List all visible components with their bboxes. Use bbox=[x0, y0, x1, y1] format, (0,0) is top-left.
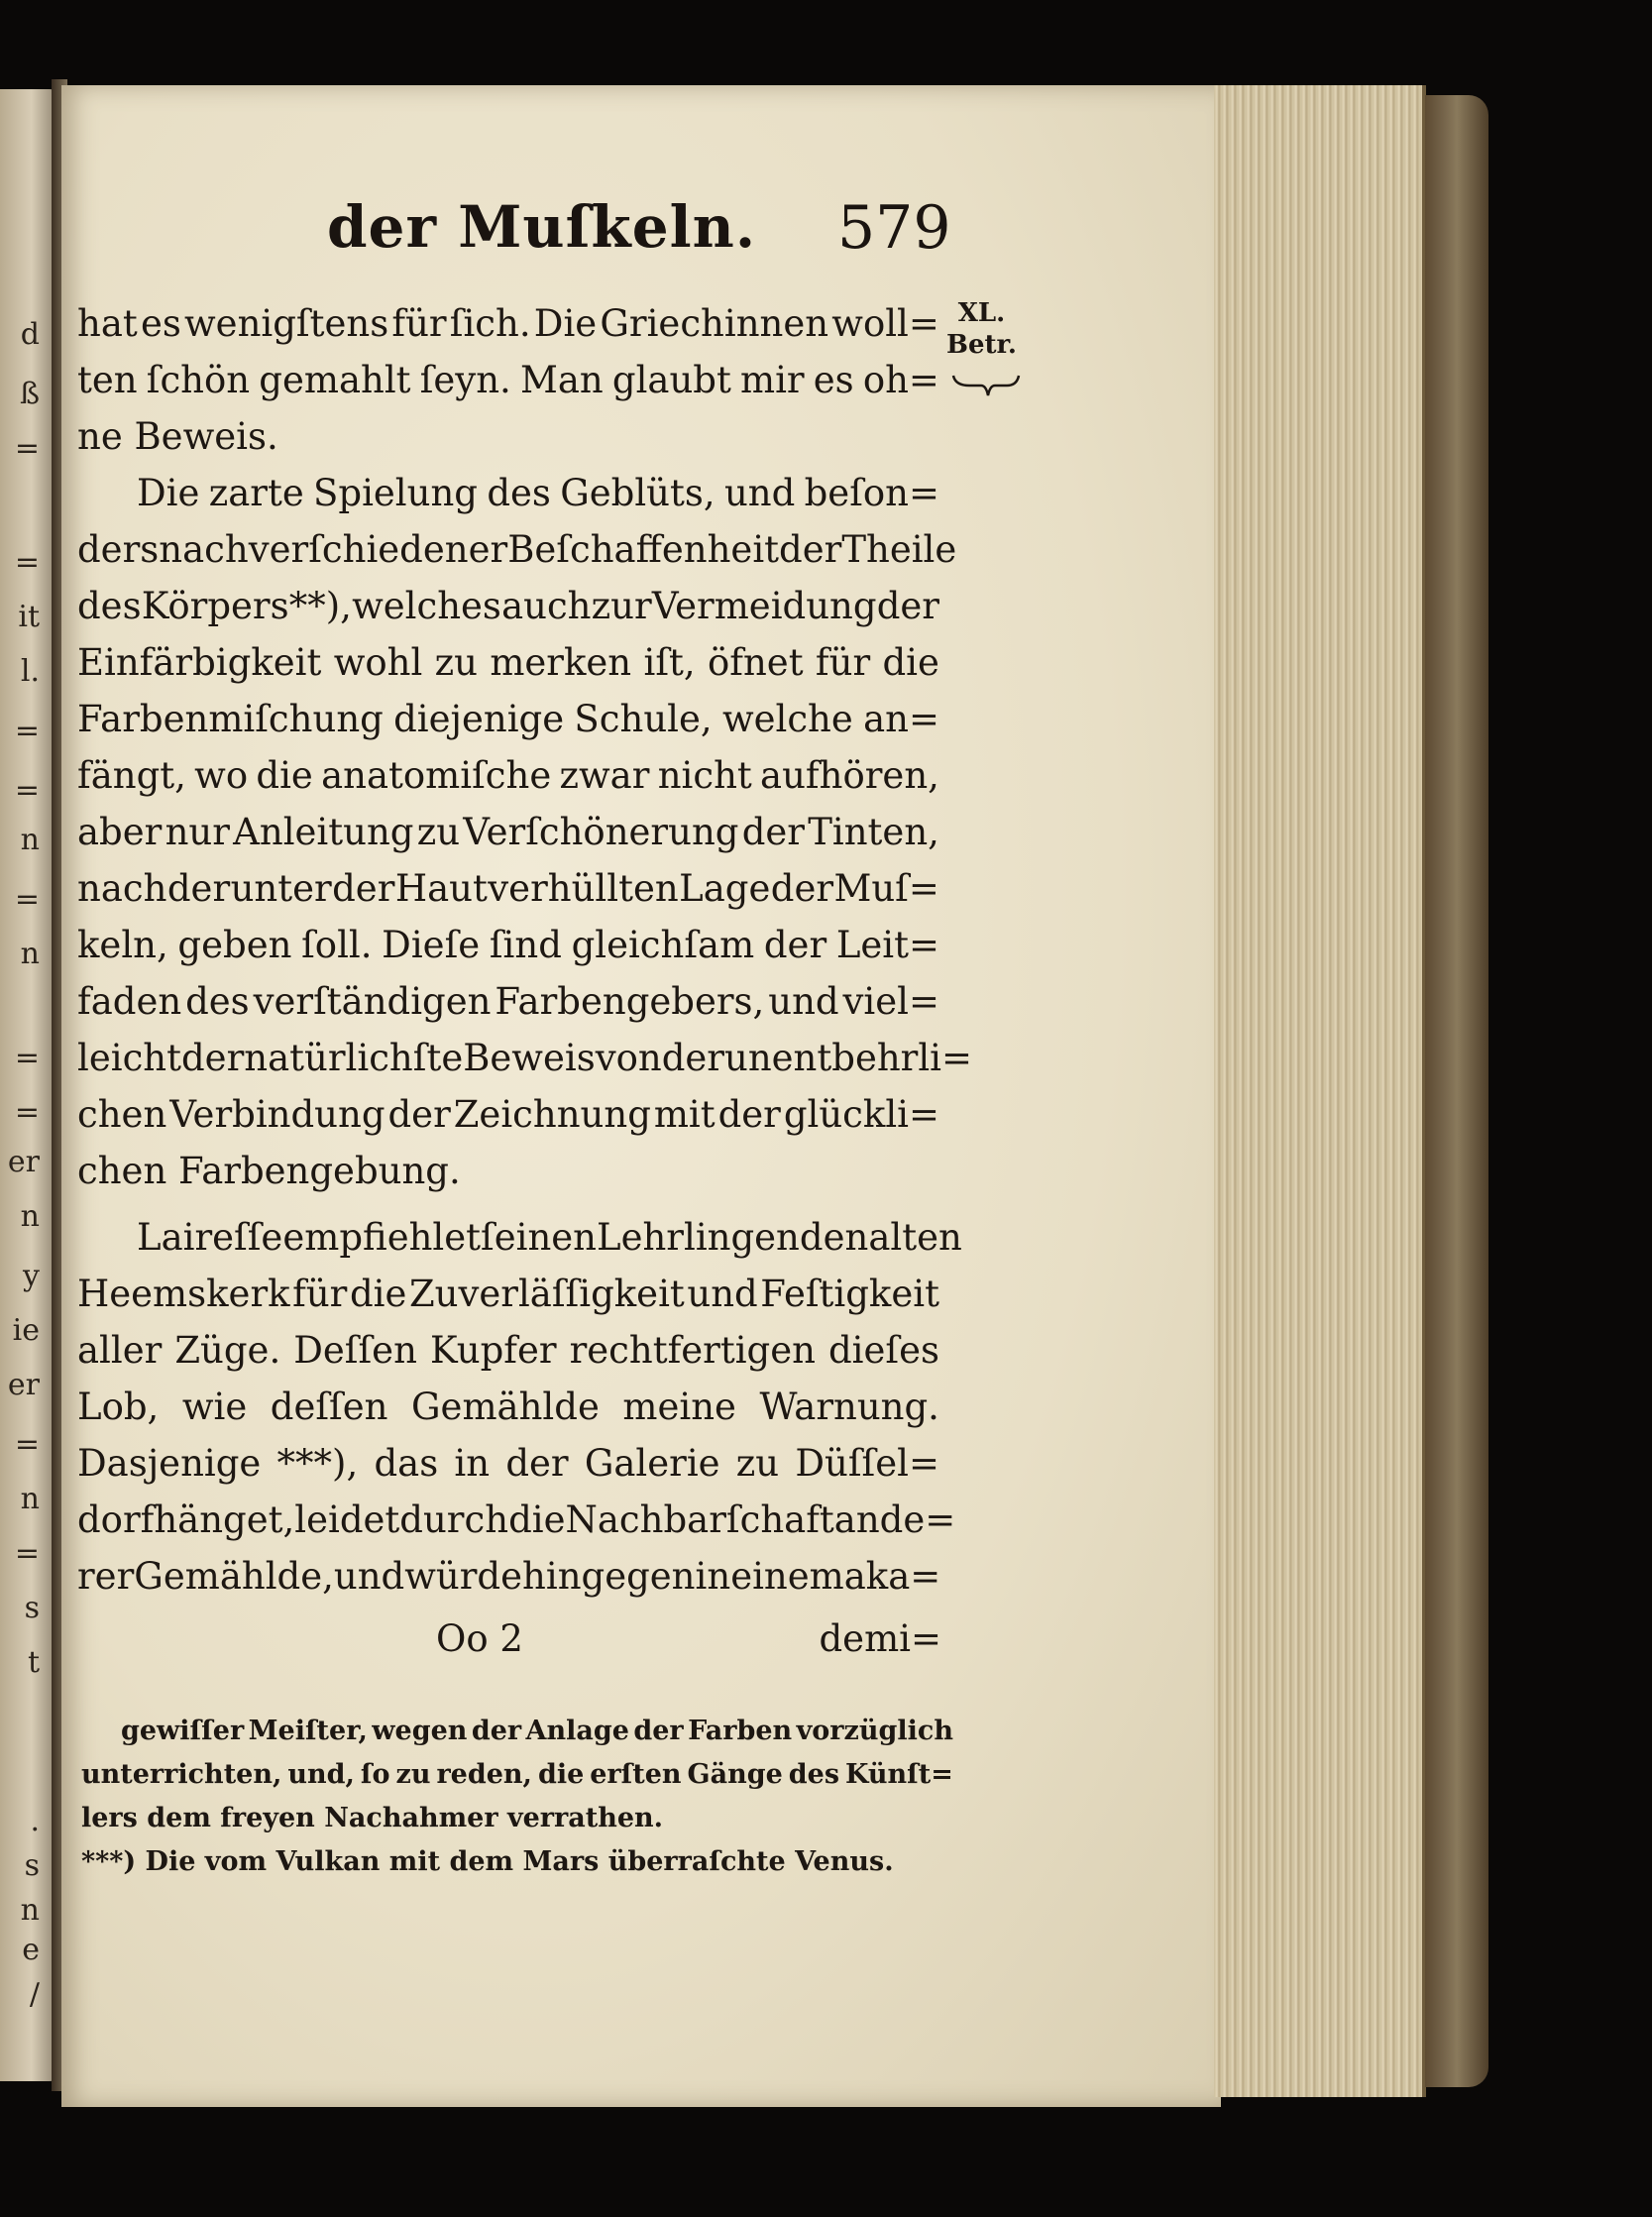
word: Düſſel= bbox=[795, 1442, 939, 1485]
word: Nachbarſchaft bbox=[565, 1498, 834, 1541]
word: faden bbox=[77, 980, 182, 1023]
word: Gemählde, bbox=[134, 1555, 334, 1598]
left-page-fragment: = bbox=[14, 545, 40, 580]
word: Meiſter, bbox=[248, 1716, 368, 1746]
left-page-fragment: n bbox=[20, 1199, 40, 1234]
word: ſich. bbox=[449, 302, 531, 345]
word: ſind bbox=[489, 924, 562, 966]
word: ders bbox=[77, 528, 160, 571]
text-line bbox=[77, 1086, 939, 1143]
word: der bbox=[387, 1093, 451, 1136]
text-line bbox=[77, 804, 939, 860]
word: nach bbox=[77, 867, 167, 910]
word: welches bbox=[352, 585, 501, 627]
word: ſeinen bbox=[481, 1216, 597, 1259]
word: einem bbox=[730, 1555, 844, 1598]
word: gleichſam bbox=[571, 924, 755, 966]
word: Farbenmiſchung bbox=[77, 698, 384, 740]
text-line bbox=[77, 1548, 939, 1605]
word: vorzüglich bbox=[796, 1716, 953, 1746]
word: des bbox=[77, 585, 142, 627]
left-page-fragment: y bbox=[23, 1259, 40, 1293]
word: zu bbox=[416, 811, 461, 853]
word: Galerie bbox=[584, 1442, 720, 1485]
word: aller bbox=[77, 1329, 163, 1372]
word: zur bbox=[591, 585, 652, 627]
word: der bbox=[779, 528, 842, 571]
running-head: der Muſkeln. bbox=[327, 193, 757, 261]
word: Zuverläſſigkeit bbox=[408, 1273, 685, 1315]
paragraph-gap bbox=[77, 1199, 939, 1209]
word: woll= bbox=[831, 302, 939, 345]
left-page-fragment: / bbox=[29, 1977, 40, 2012]
main-text bbox=[77, 295, 973, 1605]
word: rer bbox=[77, 1555, 135, 1598]
left-page-fragment: e bbox=[22, 1933, 40, 1967]
left-page-fragment: = bbox=[14, 714, 40, 748]
word: Haut bbox=[394, 867, 488, 910]
left-page-fragment: . bbox=[30, 1804, 40, 1838]
word: Lob, bbox=[77, 1386, 160, 1428]
word: chen bbox=[77, 1093, 167, 1136]
word: Man bbox=[519, 359, 604, 401]
word: der bbox=[505, 1442, 569, 1485]
word: **), bbox=[288, 585, 352, 627]
word: in bbox=[695, 1555, 731, 1598]
text-line: chen Farbengebung. bbox=[77, 1150, 461, 1192]
word: nach bbox=[159, 528, 249, 571]
word: die bbox=[882, 641, 939, 684]
word: Beſchaffenheit bbox=[507, 528, 780, 571]
word: der bbox=[717, 1093, 781, 1136]
word: Lehrlingen bbox=[597, 1216, 800, 1259]
word: leicht bbox=[77, 1037, 181, 1079]
word: erſten bbox=[590, 1759, 682, 1790]
word: der bbox=[166, 867, 231, 910]
word: verhüllten bbox=[488, 867, 679, 910]
word: Farbengebers, bbox=[495, 980, 765, 1023]
word: auch bbox=[501, 585, 592, 627]
word: der bbox=[763, 924, 827, 966]
word: Dasjenige bbox=[77, 1442, 262, 1485]
word: der bbox=[471, 1716, 522, 1746]
text-line bbox=[77, 1492, 956, 1548]
left-page-fragment: er bbox=[7, 1368, 40, 1402]
word: für bbox=[391, 302, 447, 345]
word: ***), bbox=[276, 1442, 359, 1485]
word: der bbox=[876, 585, 939, 627]
word: nicht bbox=[657, 754, 752, 797]
catchline bbox=[436, 1617, 941, 1660]
word: Heemskerk bbox=[77, 1273, 290, 1315]
margin-note-section: XL. bbox=[957, 298, 1006, 328]
word: Theile bbox=[841, 528, 957, 571]
word: Gänge bbox=[687, 1759, 783, 1790]
footnote-line: ***) Die vom Vulkan mit dem Mars überraſchte Venus. bbox=[81, 1846, 894, 1877]
left-page-fragment: d bbox=[20, 317, 40, 352]
word: und bbox=[723, 472, 796, 514]
word: empfiehlet bbox=[282, 1216, 482, 1259]
margin-note-label: Betr. bbox=[946, 330, 1017, 360]
text-line bbox=[77, 1379, 939, 1435]
word: unentbehrli= bbox=[724, 1037, 973, 1079]
word: zu bbox=[395, 1759, 431, 1790]
word: es bbox=[813, 359, 854, 401]
word: für bbox=[292, 1273, 348, 1315]
word: ſoll. bbox=[301, 924, 373, 966]
word: öfnet bbox=[708, 641, 804, 684]
word: und bbox=[687, 1273, 758, 1315]
left-page-fragment: n bbox=[20, 937, 40, 971]
text-line bbox=[77, 578, 939, 634]
word: zwar bbox=[559, 754, 650, 797]
word: reden, bbox=[436, 1759, 532, 1790]
word: dieſes bbox=[828, 1329, 939, 1372]
word: aufhören, bbox=[760, 754, 939, 797]
word: der bbox=[661, 1037, 724, 1079]
text-line: ne Beweis. bbox=[77, 415, 278, 458]
word: ſeyn. bbox=[419, 359, 511, 401]
word: oh= bbox=[862, 359, 939, 401]
left-page-fragment: ß bbox=[19, 377, 40, 411]
word: keln, bbox=[77, 924, 168, 966]
word: beſon= bbox=[804, 472, 939, 514]
word: Verbindung bbox=[169, 1093, 385, 1136]
word: wohl bbox=[333, 641, 423, 684]
text-line bbox=[77, 747, 939, 804]
text-line bbox=[77, 1322, 939, 1379]
left-page-fragment: = bbox=[14, 882, 40, 917]
word: nur bbox=[165, 811, 230, 853]
word: es bbox=[140, 302, 181, 345]
text-line bbox=[77, 521, 957, 578]
footnote-line bbox=[81, 1710, 953, 1753]
word: Spielung bbox=[313, 472, 478, 514]
word: leidet bbox=[294, 1498, 400, 1541]
word: merken bbox=[490, 641, 632, 684]
word: ten bbox=[77, 359, 138, 401]
word: und, bbox=[287, 1759, 355, 1790]
word: fängt, bbox=[77, 754, 186, 797]
word: wenigſtens bbox=[184, 302, 389, 345]
word: geben bbox=[177, 924, 292, 966]
word: gemahlt bbox=[259, 359, 411, 401]
word: durch bbox=[399, 1498, 509, 1541]
footnotes bbox=[81, 1710, 953, 1884]
word: Züge. bbox=[174, 1329, 281, 1372]
word: Tinten, bbox=[808, 811, 939, 853]
text-line bbox=[77, 1435, 939, 1492]
word: des bbox=[788, 1759, 840, 1790]
word: hänget, bbox=[154, 1498, 295, 1541]
word: aber bbox=[77, 811, 163, 853]
word: Beweis bbox=[463, 1037, 596, 1079]
text-line bbox=[77, 634, 939, 691]
left-page-fragment: = bbox=[14, 1536, 40, 1571]
word: der bbox=[741, 811, 805, 853]
word: mir bbox=[740, 359, 805, 401]
word: Vermeidung bbox=[651, 585, 877, 627]
word: ſo bbox=[360, 1759, 390, 1790]
word: aka= bbox=[843, 1555, 941, 1598]
word: und bbox=[768, 980, 839, 1023]
word: die bbox=[349, 1273, 407, 1315]
word: der bbox=[770, 867, 834, 910]
margin-brace-icon bbox=[951, 372, 1021, 401]
left-page-fragment: l. bbox=[20, 654, 40, 689]
text-line bbox=[77, 465, 939, 521]
word: würde bbox=[404, 1555, 523, 1598]
word: Kupfer bbox=[429, 1329, 557, 1372]
word: gewiſſer bbox=[121, 1716, 245, 1746]
word: Schule, bbox=[574, 698, 713, 740]
word: Zeichnung bbox=[453, 1093, 651, 1136]
word: alten bbox=[868, 1216, 962, 1259]
word: dorf bbox=[77, 1498, 155, 1541]
word: viel= bbox=[842, 980, 939, 1023]
text-line bbox=[77, 860, 939, 917]
word: welche bbox=[721, 698, 853, 740]
word: glückli= bbox=[783, 1093, 939, 1136]
word: des bbox=[487, 472, 551, 514]
page-block-edges bbox=[1214, 85, 1426, 2097]
word: hingegen bbox=[522, 1555, 696, 1598]
catchword: demi= bbox=[819, 1617, 941, 1660]
word: Warnung. bbox=[759, 1386, 939, 1428]
left-page-fragment: = bbox=[14, 431, 40, 466]
word: Griechinnen bbox=[600, 302, 829, 345]
footnote-line: lers dem freyen Nachahmer verrathen. bbox=[81, 1803, 664, 1833]
word: wo bbox=[194, 754, 249, 797]
text-line bbox=[77, 1209, 962, 1266]
word: Farben bbox=[688, 1716, 793, 1746]
left-page-fragment: t bbox=[27, 1645, 40, 1680]
word: iſt, bbox=[643, 641, 696, 684]
word: anatomiſche bbox=[321, 754, 552, 797]
word: rechtfertigen bbox=[569, 1329, 816, 1372]
word: Lage bbox=[679, 867, 771, 910]
word: meine bbox=[622, 1386, 736, 1428]
margin-note bbox=[946, 297, 1017, 361]
word: glaubt bbox=[611, 359, 731, 401]
word: deſſen bbox=[270, 1386, 388, 1428]
word: wegen bbox=[372, 1716, 468, 1746]
word: Körpers bbox=[141, 585, 289, 627]
word: und bbox=[333, 1555, 405, 1598]
word: Dieſe bbox=[382, 924, 481, 966]
left-page-fragment: er bbox=[7, 1145, 40, 1179]
text-line bbox=[77, 295, 939, 352]
word: den bbox=[799, 1216, 869, 1259]
word: in bbox=[454, 1442, 491, 1485]
word: zu bbox=[735, 1442, 780, 1485]
word: das bbox=[374, 1442, 439, 1485]
word: die bbox=[537, 1759, 585, 1790]
signature-mark: Oo 2 bbox=[436, 1617, 523, 1660]
word: verſtändigen bbox=[253, 980, 492, 1023]
word: hat bbox=[77, 302, 138, 345]
left-page-fragment: n bbox=[20, 1893, 40, 1928]
word: Deſſen bbox=[293, 1329, 417, 1372]
word: mit bbox=[653, 1093, 716, 1136]
word: ſchön bbox=[146, 359, 251, 401]
word: zu bbox=[434, 641, 478, 684]
footnote-line bbox=[81, 1753, 953, 1797]
text-line bbox=[77, 973, 939, 1030]
word: die bbox=[256, 754, 313, 797]
word: die bbox=[508, 1498, 566, 1541]
left-page-fragment: n bbox=[20, 1482, 40, 1516]
word: Die bbox=[137, 472, 200, 514]
text-line bbox=[77, 1266, 939, 1322]
word: Künſt= bbox=[845, 1759, 953, 1790]
word: Leit= bbox=[835, 924, 939, 966]
word: Geblüts, bbox=[560, 472, 716, 514]
page-number: 579 bbox=[837, 193, 951, 263]
text-line bbox=[77, 1030, 973, 1086]
word: Muſ= bbox=[833, 867, 939, 910]
text-line bbox=[77, 917, 939, 973]
word: Einfärbigkeit bbox=[77, 641, 322, 684]
word: der bbox=[180, 1037, 245, 1079]
word: des bbox=[185, 980, 250, 1023]
word: an= bbox=[863, 698, 939, 740]
word: Anleitung bbox=[233, 811, 414, 853]
text-line bbox=[77, 691, 939, 747]
word: verſchiedener bbox=[248, 528, 508, 571]
word: Feſtigkeit bbox=[760, 1273, 939, 1315]
left-page-fragment: = bbox=[14, 1095, 40, 1130]
word: für bbox=[815, 641, 871, 684]
left-page-fragment: n bbox=[20, 823, 40, 857]
word: Verſchönerung bbox=[463, 811, 739, 853]
word: unter bbox=[230, 867, 332, 910]
left-page-fragment: s bbox=[24, 1591, 40, 1625]
word: von bbox=[595, 1037, 662, 1079]
left-page-fragment: = bbox=[14, 1041, 40, 1075]
word: der bbox=[332, 867, 395, 910]
word: Anlage bbox=[525, 1716, 629, 1746]
word: Laireſſe bbox=[137, 1216, 283, 1259]
word: Gemählde bbox=[411, 1386, 600, 1428]
word: zarte bbox=[208, 472, 304, 514]
left-page-fragment: ie bbox=[12, 1313, 40, 1348]
word: diejenige bbox=[393, 698, 565, 740]
word: unterrichten, bbox=[81, 1759, 282, 1790]
left-page-fragment: = bbox=[14, 773, 40, 808]
left-page-fragment: it bbox=[18, 600, 40, 634]
book-cover-edge bbox=[1425, 95, 1488, 2087]
left-page-fragment: = bbox=[14, 1427, 40, 1462]
word: natürlichſte bbox=[244, 1037, 464, 1079]
left-page-fragment: s bbox=[24, 1848, 40, 1883]
word: wie bbox=[181, 1386, 248, 1428]
word: Die bbox=[533, 302, 598, 345]
word: ande= bbox=[833, 1498, 956, 1541]
text-line bbox=[77, 352, 939, 408]
word: der bbox=[633, 1716, 684, 1746]
left-page-edge bbox=[0, 89, 57, 2081]
